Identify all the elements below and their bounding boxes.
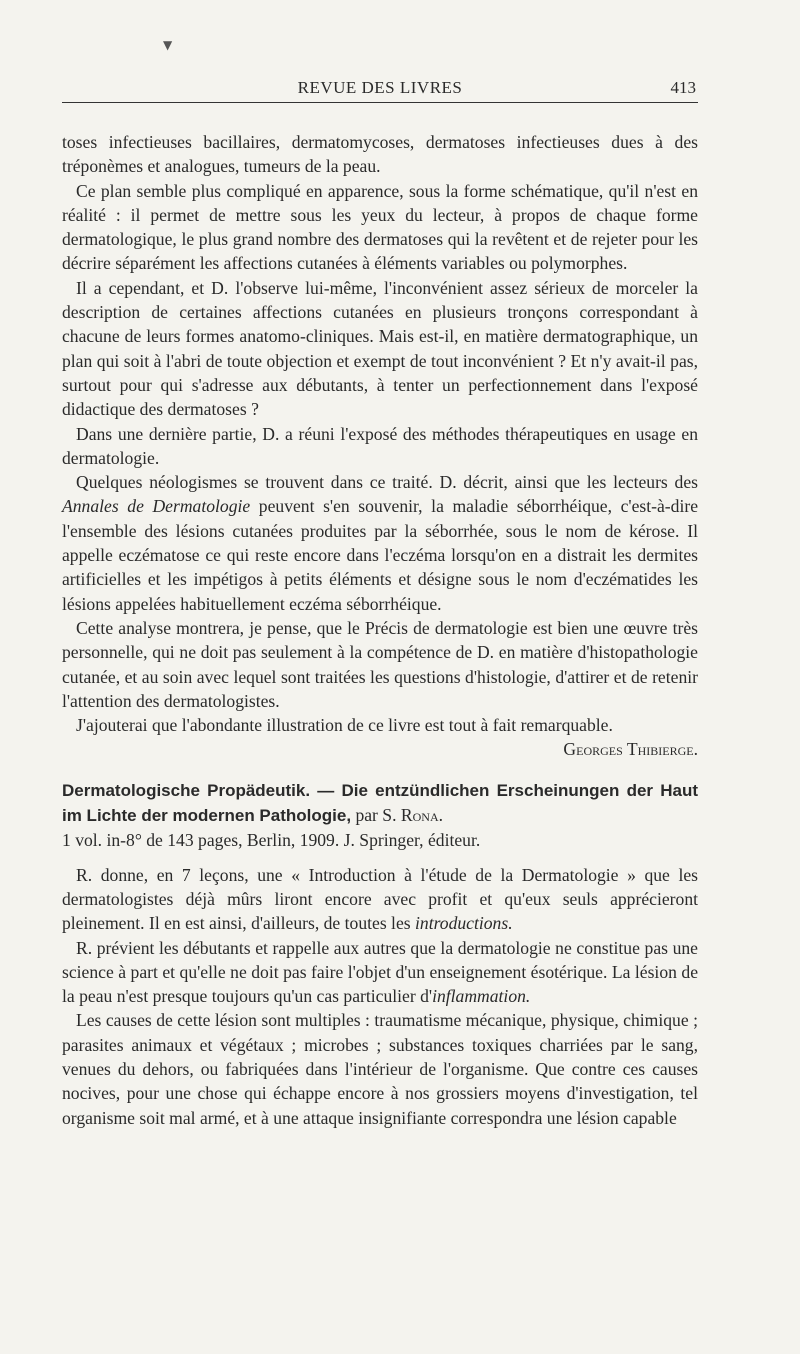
- paragraph-neologisms: [62, 470, 698, 616]
- reviewer-signature: [62, 737, 698, 761]
- text-run: peuvent s'en souvenir, la maladie séborrhéique, c'est-à-dire l'ensemble des lésions cutanées produites par la séborrhée, sous le nom de kérose. Il appelle eczématose ce qui reste encore dans l'eczéma lorsqu'on en a distrait les dermites artificielles et les impétigos à petits éléments et désigne sous le nom d'eczématides les lésions appelées habituellement eczéma séborrhéique.: [62, 496, 698, 614]
- paragraph: Il a cependant, et D. l'observe lui-même, l'inconvénient assez sérieux de morceler la description de certaines affections cutanées en plusieurs tronçons correspondant à chacune de leurs formes anatomo-cliniques. Mais est-il, en matière dermatographique, un plan qui soit à l'abri de toute objection et exempt de tout inconvénient ? Et n'y avait-il pas, surtout pour qui s'adresse aux débutants, à tenter un perfectionnement dans l'exposé didactique des dermatoses ?: [62, 277, 698, 420]
- running-title: REVUE DES LIVRES: [297, 78, 463, 97]
- review-book-title: Dermatologische Propädeutik. — Die entzündlichen Erscheinungen der Haut im Lichte der modernen Pathologie,: [62, 780, 698, 826]
- page-number: 413: [670, 78, 696, 97]
- running-header: [62, 78, 698, 103]
- review-paragraph: [62, 863, 698, 936]
- paragraph-closing: J'ajouterai que l'abondante illustration de ce livre est tout à fait remarquable.: [76, 715, 613, 736]
- body-text: [62, 130, 698, 1130]
- ink-mark: ▼: [163, 38, 173, 52]
- italic-term: introductions.: [415, 913, 513, 934]
- paragraph: Ce plan semble plus compliqué en apparence, sous la forme schématique, qu'il n'est en réalité : il permet de mettre sous les yeux du lecteur, à propos de chaque forme dermatologique, le plus grand nombre des dermatoses qui la revêtent et de rejeter pour les décrire séparément les affections cutanées à éléments variables ou polymorphes.: [62, 180, 698, 274]
- review-author: Rona.: [400, 805, 444, 826]
- journal-title: Annales de Dermatologie: [62, 496, 251, 517]
- italic-term: inflammation.: [432, 986, 531, 1007]
- review-book-details: 1 vol. in-8° de 143 pages, Berlin, 1909. J. Springer, éditeur.: [62, 830, 481, 851]
- paragraph: Dans une dernière partie, D. a réuni l'exposé des méthodes thérapeutiques en usage en dermatologie.: [62, 423, 698, 468]
- text-run: Quelques néologismes se trouvent dans ce traité. D. décrit, ainsi que les lecteurs des: [76, 472, 698, 493]
- author-prefix: par S.: [351, 805, 401, 826]
- text-run: R. donne, en 7 leçons, une « Introduction à l'étude de la Dermatologie » que les dermatologistes déjà mûrs liront encore avec profit et qu'eux seuls apprécieront pleinement. Il en est ainsi, d'ailleurs, de toutes les: [62, 864, 698, 934]
- signature-text: Georges Thibierge.: [563, 739, 698, 760]
- review-paragraph: [62, 936, 698, 1009]
- review-heading: [62, 778, 698, 853]
- review-paragraph: Les causes de cette lésion sont multiples : traumatisme mécanique, physique, chimique ; parasites animaux et végétaux ; microbes ; substances toxiques charriées par le sang, venues du dehors, ou fabriquées dans l'intérieur de l'organisme. Que contre ces causes nocives, pour une chose qui échappe encore à nos grossiers moyens d'investigation, tel organisme soit mal armé, et à une attaque insignifiante correspondra une lésion capable: [62, 1010, 698, 1128]
- paragraph: toses infectieuses bacillaires, dermatomycoses, dermatoses infectieuses dues à des tréponèmes et analogues, tumeurs de la peau.: [62, 132, 698, 177]
- paragraph: Cette analyse montrera, je pense, que le Précis de dermatologie est bien une œuvre très personnelle, qui ne doit pas seulement à la compétence de D. en matière d'histopathologie cutanée, et au soin avec lequel sont traitées les questions d'histologie, d'attirer et de retenir l'attention des dermatologistes.: [62, 617, 698, 711]
- text-run: R. prévient les débutants et rappelle aux autres que la dermatologie ne constitue pas une science à part et qu'elle ne doit pas faire l'objet d'un enseignement ésotérique. La lésion de la peau n'est presque toujours qu'un cas particulier d': [62, 937, 698, 1007]
